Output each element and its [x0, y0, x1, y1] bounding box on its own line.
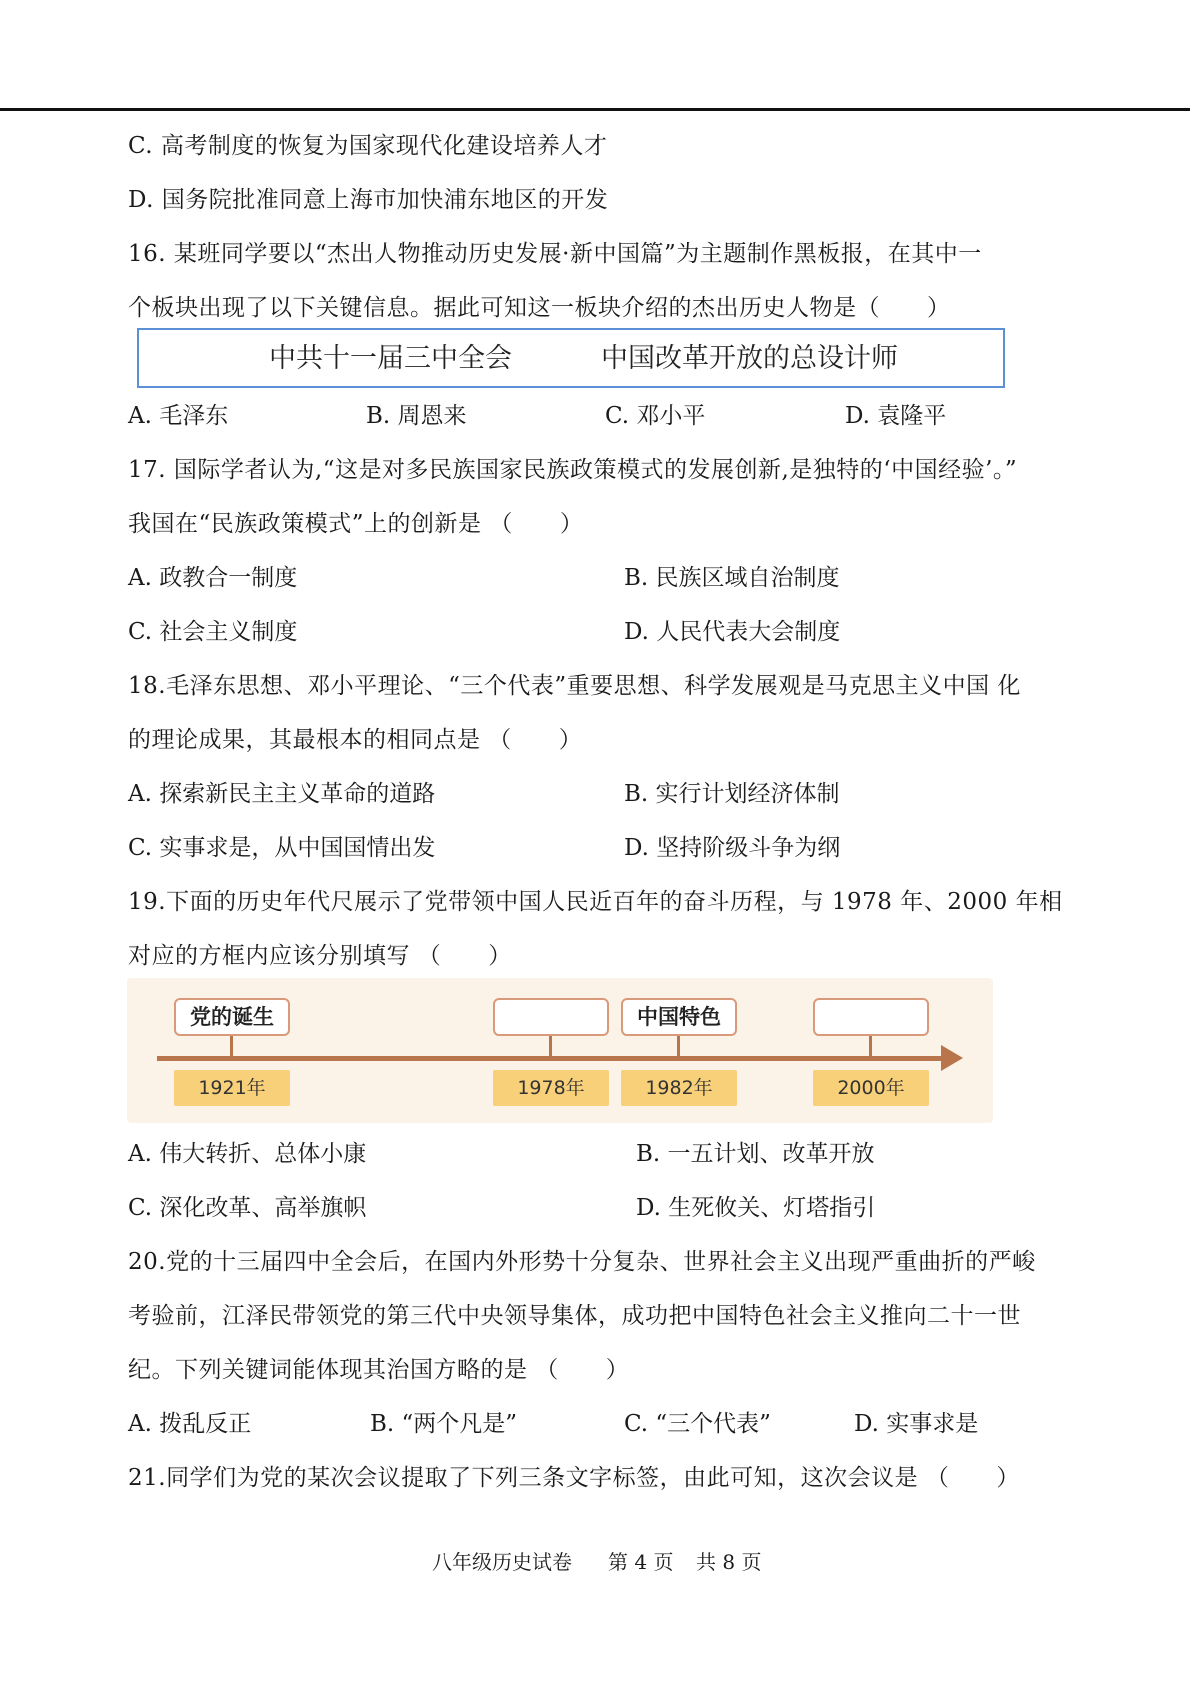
timeline-year-1982: 1982年	[621, 1070, 737, 1106]
q19-option-d: D. 生死攸关、灯塔指引	[636, 1195, 876, 1221]
q21-stem-line1: 21.同学们为党的某次会议提取了下列三条文字标签，由此可知，这次会议是 （ ）	[128, 1465, 1020, 1491]
q20-option-c: C. “三个代表”	[624, 1411, 771, 1437]
q18-option-a: A. 探索新民主主义革命的道路	[128, 781, 436, 807]
q20-stem-line2: 考验前，江泽民带领党的第三代中央领导集体，成功把中国特色社会主义推向二十一世	[128, 1303, 1021, 1329]
key-info-right: 中国改革开放的总设计师	[601, 343, 898, 374]
q20-option-d: D. 实事求是	[854, 1411, 979, 1437]
q20-stem-line1: 20.党的十三届四中全会后，在国内外形势十分复杂、世界社会主义出现严重曲折的严峻	[128, 1249, 1036, 1275]
q19-option-a: A. 伟大转折、总体小康	[128, 1141, 367, 1167]
timeline-tick-1982	[677, 1036, 680, 1057]
footer-page-number: 第 4 页	[608, 1550, 674, 1574]
q20-stem-line3: 纪。下列关键词能体现其治国方略的是 （ ）	[128, 1357, 630, 1383]
q18-option-b: B. 实行计划经济体制	[624, 781, 840, 807]
footer-total-pages: 共 8 页	[696, 1550, 762, 1574]
q18-stem-line1: 18.毛泽东思想、邓小平理论、“三个代表”重要思想、科学发展观是马克思主义中国 化	[128, 673, 1021, 699]
q16-option-d: D. 袁隆平	[845, 403, 947, 429]
q18-option-d: D. 坚持阶级斗争为纲	[624, 835, 841, 861]
timeline-year-1978: 1978年	[493, 1070, 609, 1106]
timeline-event-box-2000	[813, 998, 929, 1036]
q20-option-a: A. 拨乱反正	[128, 1411, 252, 1437]
q19-option-c: C. 深化改革、高举旗帜	[128, 1195, 367, 1221]
q16-stem-line2: 个板块出现了以下关键信息。据此可知这一板块介绍的杰出历史人物是（ ）	[128, 295, 951, 321]
q16-stem-line1: 16. 某班同学要以“杰出人物推动历史发展·新中国篇”为主题制作黑板报，在其中一	[128, 241, 982, 267]
timeline-event-box-1982: 中国特色	[621, 998, 737, 1036]
timeline-event-box-1921: 党的诞生	[174, 998, 290, 1036]
q17-option-a: A. 政教合一制度	[128, 565, 298, 591]
q18-stem-line2: 的理论成果，其最根本的相同点是 （ ）	[128, 727, 583, 753]
history-timeline	[127, 978, 993, 1123]
q19-option-b: B. 一五计划、改革开放	[636, 1141, 875, 1167]
q17-option-b: B. 民族区域自治制度	[624, 565, 840, 591]
q19-stem-line2: 对应的方框内应该分别填写 （ ）	[128, 943, 512, 969]
q17-stem-line2: 我国在“民族政策模式”上的创新是 （ ）	[128, 511, 584, 537]
q20-option-b: B. “两个凡是”	[370, 1411, 518, 1437]
timeline-arrow-icon	[941, 1045, 963, 1071]
q19-stem-line1: 19.下面的历史年代尺展示了党带领中国人民近百年的奋斗历程，与 1978 年、2000 年相	[128, 889, 1063, 915]
q18-option-c: C. 实事求是，从中国国情出发	[128, 835, 436, 861]
header-rule	[0, 108, 1190, 111]
q17-option-c: C. 社会主义制度	[128, 619, 298, 645]
q16-option-b: B. 周恩来	[366, 403, 467, 429]
q16-key-info-box	[137, 328, 1005, 388]
timeline-tick-1978	[549, 1036, 552, 1057]
q15-option-d: D. 国务院批准同意上海市加快浦东地区的开发	[128, 187, 609, 213]
q17-stem-line1: 17. 国际学者认为,“这是对多民族国家民族政策模式的发展创新,是独特的‘中国经验’。”	[128, 457, 1018, 483]
key-info-left: 中共十一届三中全会	[269, 343, 512, 374]
timeline-year-1921: 1921年	[174, 1070, 290, 1106]
timeline-event-box-1978	[493, 998, 609, 1036]
footer-subject: 八年级历史试卷	[432, 1550, 572, 1574]
q16-option-a: A. 毛泽东	[128, 403, 229, 429]
timeline-tick-2000	[869, 1036, 872, 1057]
q16-option-c: C. 邓小平	[605, 403, 706, 429]
q17-option-d: D. 人民代表大会制度	[624, 619, 841, 645]
timeline-year-2000: 2000年	[813, 1070, 929, 1106]
timeline-tick-1921	[230, 1036, 233, 1057]
q15-option-c: C. 高考制度的恢复为国家现代化建设培养人才	[128, 133, 608, 159]
